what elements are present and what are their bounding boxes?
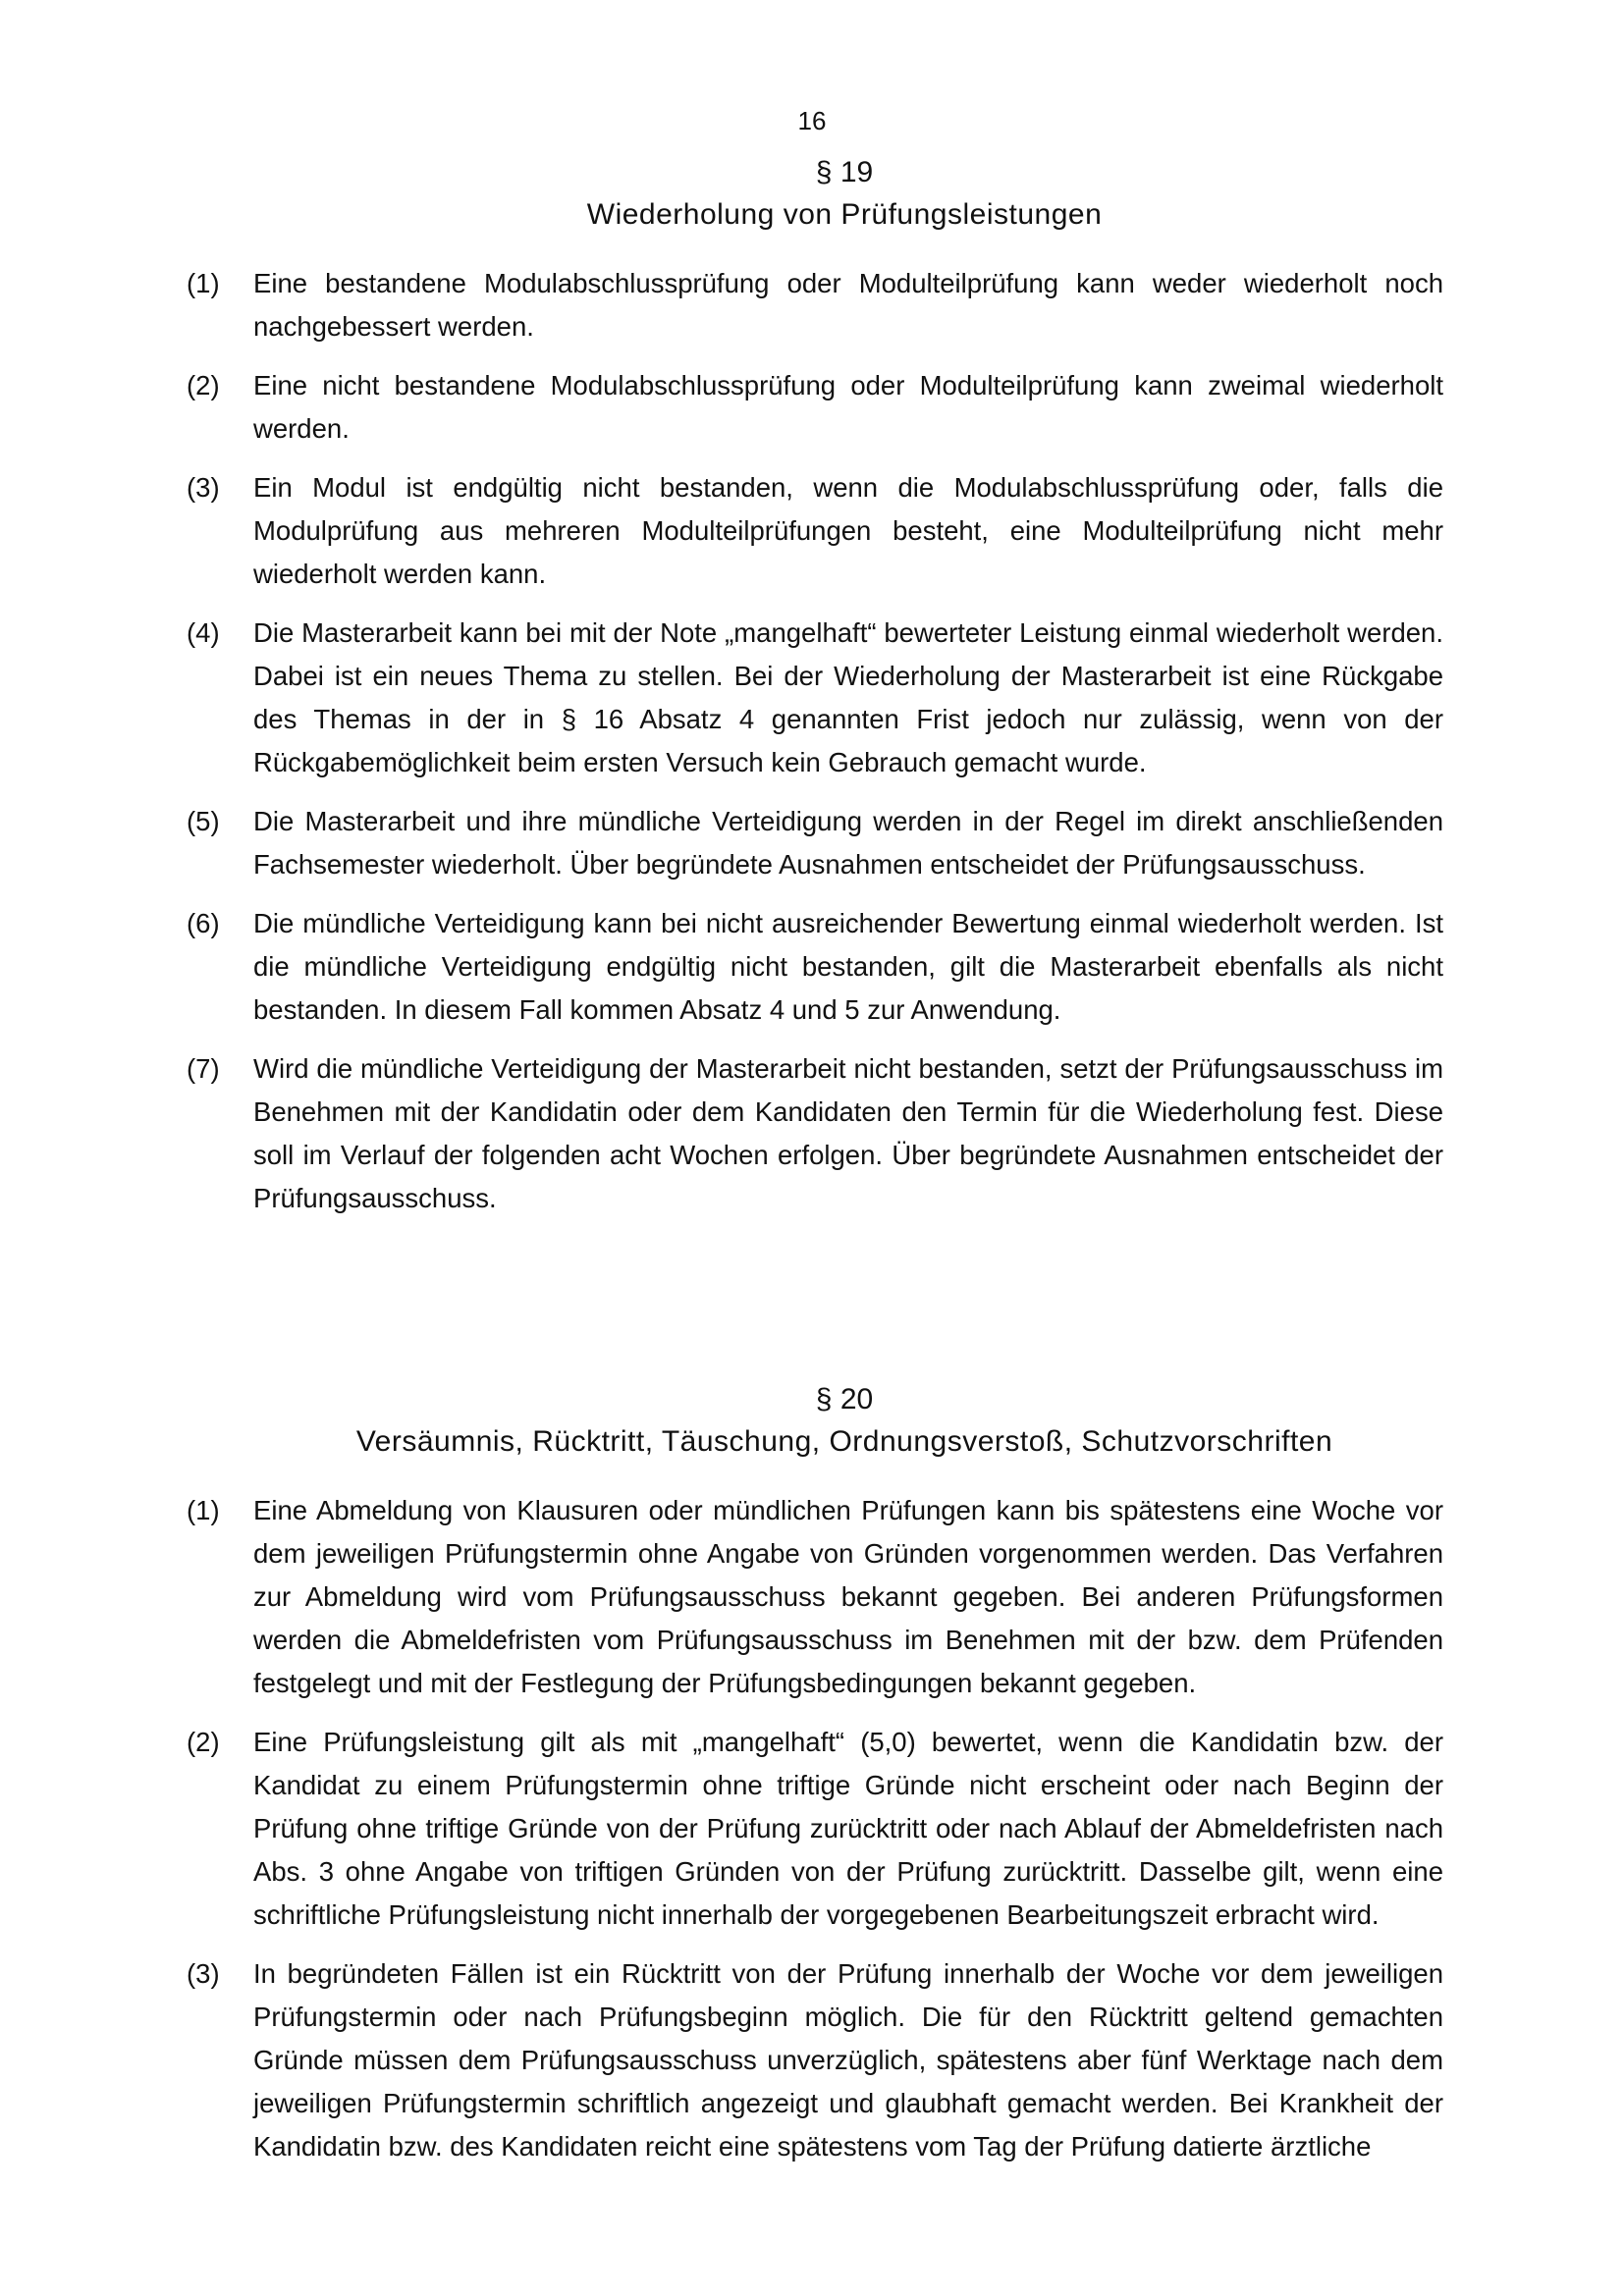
- paragraph-7: [187, 1047, 1443, 1220]
- paragraph-4: [187, 612, 1443, 784]
- paragraph-3: [187, 1952, 1443, 2168]
- paragraph-number: (3): [187, 1958, 220, 1989]
- paragraph-text: Die mündliche Verteidigung kann bei nicht ausreichender Bewertung einmal wiederholt werden. Ist die mündliche Verteidigung endgültig nicht bestanden, gilt die Masterarbeit ebenfalls als nicht bestanden. In diesem Fall kommen Absatz 4 und 5 zur Anwendung.: [253, 908, 1443, 1025]
- paragraph-5: [187, 800, 1443, 886]
- section-number: § 19: [815, 156, 874, 188]
- paragraph-text: Eine Abmeldung von Klausuren oder mündlichen Prüfungen kann bis spätestens eine Woche vor dem jeweiligen Prüfungstermin ohne Angabe von Gründen vorgenommen werden. Das Verfahren zur Abmeldung wird vom Prüfungsausschuss bekannt gegeben. Bei anderen Prüfungsformen werden die Abmeldefristen vom Prüfungsausschuss im Benehmen mit der bzw. dem Prüfenden festgelegt und mit der Festlegung der Prüfungsbedingungen bekannt gegeben.: [253, 1495, 1443, 1698]
- paragraph-1: [187, 1489, 1443, 1705]
- paragraph-1: [187, 262, 1443, 348]
- paragraph-text: Die Masterarbeit und ihre mündliche Verteidigung werden in der Regel im direkt anschließenden Fachsemester wiederholt. Über begründete Ausnahmen entscheidet der Prüfungsausschuss.: [253, 806, 1443, 880]
- paragraph-text: In begründeten Fällen ist ein Rücktritt von der Prüfung innerhalb der Woche vor dem jeweiligen Prüfungstermin oder nach Prüfungsbeginn möglich. Die für den Rücktritt geltend gemachten Gründe müssen dem Prüfungsausschuss unverzüglich, spätestens aber fünf Werktage nach dem jeweiligen Prüfungstermin schriftlich angezeigt und glaubhaft gemacht werden. Bei Krankheit der Kandidatin bzw. des Kandidaten reicht eine spätestens vom Tag der Prüfung datierte ärztliche: [253, 1958, 1443, 2162]
- section-19: [187, 152, 1443, 1236]
- paragraph-number: (2): [187, 370, 220, 400]
- paragraph-3: [187, 466, 1443, 596]
- paragraph-list: [187, 262, 1443, 1220]
- paragraph-number: (4): [187, 617, 220, 648]
- section-title: Versäumnis, Rücktritt, Täuschung, Ordnungsverstoß, Schutzvorschriften: [355, 1425, 1333, 1458]
- paragraph-text: Wird die mündliche Verteidigung der Masterarbeit nicht bestanden, setzt der Prüfungsausschuss im Benehmen mit der Kandidatin oder dem Kandidaten den Termin für die Wiederholung fest. Diese soll im Verlauf der folgenden acht Wochen erfolgen. Über begründete Ausnahmen entscheidet der Prüfungsausschuss.: [253, 1053, 1443, 1213]
- paragraph-number: (2): [187, 1727, 220, 1757]
- paragraph-number: (6): [187, 908, 220, 938]
- paragraph-number: (1): [187, 1495, 220, 1525]
- section-title: Wiederholung von Prüfungsleistungen: [586, 198, 1103, 231]
- paragraph-text: Eine nicht bestandene Modulabschlussprüfung oder Modulteilprüfung kann zweimal wiederholt werden.: [253, 370, 1443, 444]
- section-20: [187, 1379, 1443, 2184]
- paragraph-2: [187, 364, 1443, 451]
- paragraph-text: Die Masterarbeit kann bei mit der Note „mangelhaft“ bewerteter Leistung einmal wiederholt werden. Dabei ist ein neues Thema zu stellen. Bei der Wiederholung der Masterarbeit ist eine Rückgabe des Themas in der in § 16 Absatz 4 genannten Frist jedoch nur zulässig, wenn von der Rückgabemöglichkeit beim ersten Versuch kein Gebrauch gemacht wurde.: [253, 617, 1443, 777]
- paragraph-number: (3): [187, 472, 220, 503]
- paragraph-number: (5): [187, 806, 220, 836]
- paragraph-number: (7): [187, 1053, 220, 1084]
- paragraph-text: Eine Prüfungsleistung gilt als mit „mangelhaft“ (5,0) bewertet, wenn die Kandidatin bzw. der Kandidat zu einem Prüfungstermin ohne triftige Gründe nicht erscheint oder nach Beginn der Prüfung ohne triftige Gründe von der Prüfung zurücktritt oder nach Ablauf der Abmeldefristen nach Abs. 3 ohne Angabe von triftigen Gründen von der Prüfung zurücktritt. Dasselbe gilt, wenn eine schriftliche Prüfungsleistung nicht innerhalb der vorgegebenen Bearbeitungszeit erbracht wird.: [253, 1727, 1443, 1930]
- paragraph-text: Eine bestandene Modulabschlussprüfung oder Modulteilprüfung kann weder wiederholt noch nachgebessert werden.: [253, 268, 1443, 342]
- page-number: 16: [797, 106, 827, 135]
- paragraph-number: (1): [187, 268, 220, 298]
- paragraph-6: [187, 902, 1443, 1032]
- paragraph-2: [187, 1721, 1443, 1937]
- paragraph-list: [187, 1489, 1443, 2168]
- section-number: § 20: [815, 1383, 874, 1415]
- paragraph-text: Ein Modul ist endgültig nicht bestanden, wenn die Modulabschlussprüfung oder, falls die Modulprüfung aus mehreren Modulteilprüfungen besteht, eine Modulteilprüfung nicht mehr wiederholt werden kann.: [253, 472, 1443, 589]
